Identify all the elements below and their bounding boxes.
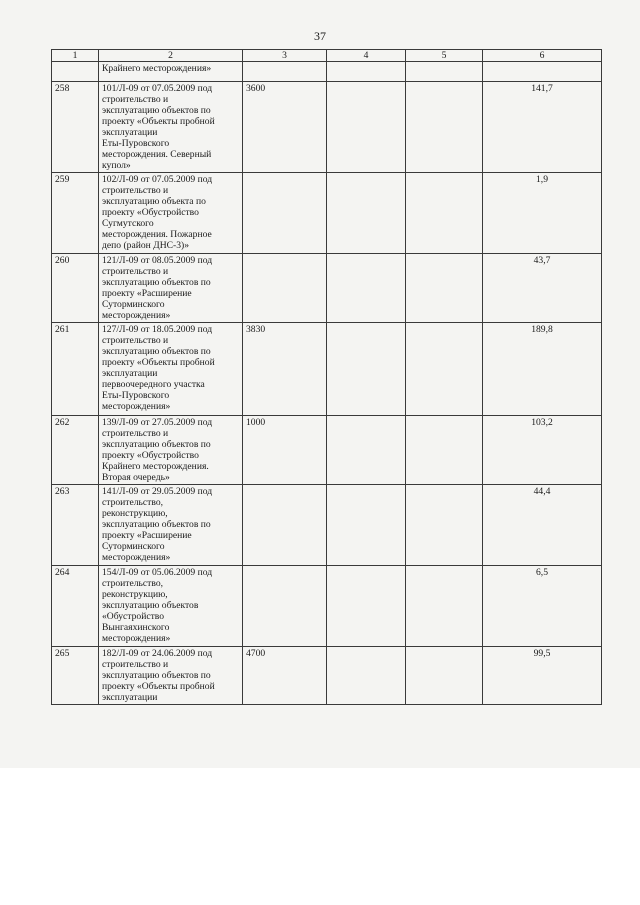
column-header: 3	[243, 50, 327, 62]
table-row	[52, 82, 602, 173]
description-cell: Крайнего месторождения»	[99, 62, 243, 82]
col5-cell	[406, 416, 483, 485]
table-row	[52, 416, 602, 485]
col4-cell	[327, 647, 406, 705]
row-number-cell: 259	[52, 173, 99, 254]
area-cell	[243, 173, 327, 254]
value-cell: 141,7	[483, 82, 602, 173]
col5-cell	[406, 173, 483, 254]
col4-cell	[327, 254, 406, 323]
area-cell: 1000	[243, 416, 327, 485]
value-cell: 103,2	[483, 416, 602, 485]
table-row	[52, 323, 602, 416]
row-number-cell	[52, 62, 99, 82]
column-header: 5	[406, 50, 483, 62]
page-number: 37	[314, 29, 326, 43]
col4-cell	[327, 416, 406, 485]
col4-cell	[327, 82, 406, 173]
description-cell: 102/Л-09 от 07.05.2009 под строительство и эксплуатацию объекта по проекту «Обустройство Сугмутского месторождения. Пожарное депо (район ДНС-3)»	[99, 173, 243, 254]
col5-cell	[406, 647, 483, 705]
land-plot-table	[51, 49, 602, 705]
table-row	[52, 485, 602, 566]
description-cell: 141/Л-09 от 29.05.2009 под строительство, реконструкцию, эксплуатацию объектов по проекту «Расширение Суторминского месторождения»	[99, 485, 243, 566]
area-cell	[243, 566, 327, 647]
row-number-cell: 261	[52, 323, 99, 416]
col4-cell	[327, 173, 406, 254]
col5-cell	[406, 82, 483, 173]
description-cell: 101/Л-09 от 07.05.2009 под строительство и эксплуатацию объектов по проекту «Объекты пробной эксплуатации Еты-Пуровского месторождения. Северный купол»	[99, 82, 243, 173]
area-cell: 3830	[243, 323, 327, 416]
row-number-cell: 258	[52, 82, 99, 173]
description-cell: 121/Л-09 от 08.05.2009 под строительство и эксплуатацию объектов по проекту «Расширение Суторминского месторождения»	[99, 254, 243, 323]
row-number-cell: 263	[52, 485, 99, 566]
value-cell: 189,8	[483, 323, 602, 416]
row-number-cell: 262	[52, 416, 99, 485]
table-row	[52, 62, 602, 82]
col5-cell	[406, 566, 483, 647]
description-cell: 127/Л-09 от 18.05.2009 под строительство и эксплуатацию объектов по проекту «Объекты пробной эксплуатации первоочередного участка Еты-Пуровского месторождения»	[99, 323, 243, 416]
table-row	[52, 647, 602, 705]
value-cell: 6,5	[483, 566, 602, 647]
area-cell	[243, 485, 327, 566]
area-cell	[243, 254, 327, 323]
col4-cell	[327, 323, 406, 416]
area-cell	[243, 62, 327, 82]
col5-cell	[406, 485, 483, 566]
col4-cell	[327, 485, 406, 566]
col4-cell	[327, 62, 406, 82]
value-cell	[483, 62, 602, 82]
column-header: 1	[52, 50, 99, 62]
value-cell: 1,9	[483, 173, 602, 254]
value-cell: 99,5	[483, 647, 602, 705]
table-row	[52, 173, 602, 254]
col4-cell	[327, 566, 406, 647]
row-number-cell: 264	[52, 566, 99, 647]
value-cell: 44,4	[483, 485, 602, 566]
col5-cell	[406, 62, 483, 82]
table-row	[52, 566, 602, 647]
area-cell: 3600	[243, 82, 327, 173]
row-number-cell: 265	[52, 647, 99, 705]
col5-cell	[406, 254, 483, 323]
table-row	[52, 254, 602, 323]
column-header: 4	[327, 50, 406, 62]
column-header: 2	[99, 50, 243, 62]
description-cell: 182/Л-09 от 24.06.2009 под строительство и эксплуатацию объектов по проекту «Объекты пробной эксплуатации	[99, 647, 243, 705]
table-header-row	[52, 50, 602, 62]
description-cell: 139/Л-09 от 27.05.2009 под строительство и эксплуатацию объектов по проекту «Обустройство Крайнего месторождения. Вторая очередь»	[99, 416, 243, 485]
row-number-cell: 260	[52, 254, 99, 323]
value-cell: 43,7	[483, 254, 602, 323]
description-cell: 154/Л-09 от 05.06.2009 под строительство, реконструкцию, эксплуатацию объектов «Обустройство Вынгаяхинского месторождения»	[99, 566, 243, 647]
col5-cell	[406, 323, 483, 416]
area-cell: 4700	[243, 647, 327, 705]
column-header: 6	[483, 50, 602, 62]
